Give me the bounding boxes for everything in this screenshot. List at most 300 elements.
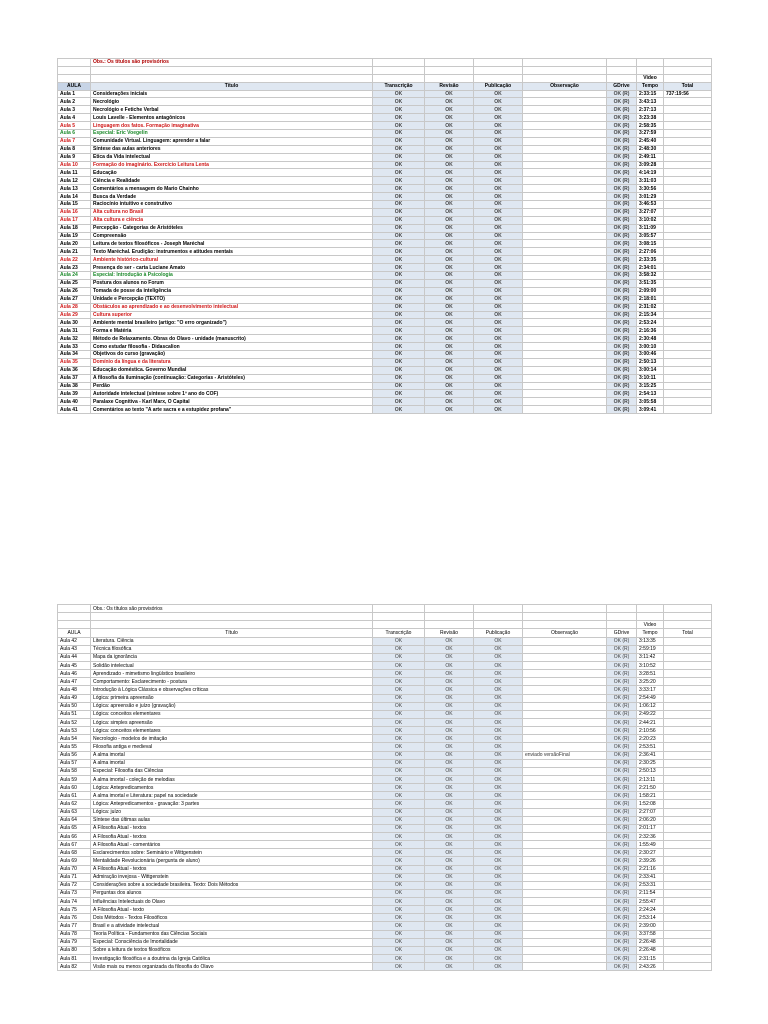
publicacao-status-cell: OK	[474, 106, 523, 114]
table-row	[58, 193, 712, 201]
revisao-status-cell: OK	[425, 865, 474, 873]
transcricao-status-cell: OK	[373, 201, 425, 209]
publicacao-status-cell: OK	[474, 327, 523, 335]
observacao-cell	[523, 327, 607, 335]
titulo-cell: Investigação filosófica e a doutrina da Igreja Católica	[91, 955, 373, 963]
aula-cell: Aula 66	[58, 832, 91, 840]
tempo-cell: 3:11:09	[637, 224, 664, 232]
total-cell	[664, 775, 712, 783]
transcricao-status-cell: OK	[373, 208, 425, 216]
gdrive-status-cell: OK (R)	[607, 382, 637, 390]
observacao-cell	[523, 881, 607, 889]
revisao-status-cell: OK	[425, 201, 474, 209]
observacao-cell	[523, 808, 607, 816]
titulo-cell: Lógica: apreensão e juízo (gravação)	[91, 702, 373, 710]
total-cell	[664, 889, 712, 897]
table-row	[58, 287, 712, 295]
provisional-titles-note: Obs.: Os títulos são provisórios	[91, 59, 373, 67]
tempo-cell: 3:51:35	[637, 279, 664, 287]
transcricao-status-cell: OK	[373, 106, 425, 114]
revisao-status-cell: OK	[425, 256, 474, 264]
tempo-cell: 2:53:24	[637, 319, 664, 327]
revisao-status-cell: OK	[425, 718, 474, 726]
aula-cell: Aula 12	[58, 177, 91, 185]
video-header-row	[58, 74, 712, 82]
aula-cell: Aula 23	[58, 264, 91, 272]
transcricao-status-cell: OK	[373, 922, 425, 930]
observacao-cell	[523, 914, 607, 922]
publicacao-status-cell: OK	[474, 946, 523, 954]
table-row	[58, 137, 712, 145]
observacao-cell	[523, 248, 607, 256]
table-row	[58, 303, 712, 311]
aula-cell: Aula 55	[58, 743, 91, 751]
video-group-header: Video	[637, 621, 664, 629]
observacao-cell	[523, 873, 607, 881]
publicacao-status-cell: OK	[474, 808, 523, 816]
transcricao-status-cell: OK	[373, 114, 425, 122]
total-cell	[664, 390, 712, 398]
total-cell	[664, 382, 712, 390]
tempo-cell: 3:15:25	[637, 382, 664, 390]
transcricao-status-cell: OK	[373, 653, 425, 661]
gdrive-status-cell: OK (R)	[607, 319, 637, 327]
tempo-cell: 2:48:30	[637, 145, 664, 153]
transcricao-status-cell: OK	[373, 303, 425, 311]
table-row	[58, 169, 712, 177]
publicacao-status-cell: OK	[474, 800, 523, 808]
table-row	[58, 727, 712, 735]
gdrive-status-cell: OK (R)	[607, 775, 637, 783]
transcricao-status-cell: OK	[373, 678, 425, 686]
revisao-status-cell: OK	[425, 232, 474, 240]
revisao-status-cell: OK	[425, 832, 474, 840]
transcricao-status-cell: OK	[373, 398, 425, 406]
transcricao-status-cell: OK	[373, 279, 425, 287]
transcricao-status-cell: OK	[373, 137, 425, 145]
observacao-cell	[523, 185, 607, 193]
observacao-cell	[523, 216, 607, 224]
total-cell	[664, 161, 712, 169]
publicacao-status-cell: OK	[474, 114, 523, 122]
total-cell	[664, 327, 712, 335]
col-header-titulo: Título	[91, 629, 373, 637]
gdrive-status-cell: OK (R)	[607, 398, 637, 406]
transcricao-status-cell: OK	[373, 645, 425, 653]
transcricao-status-cell: OK	[373, 898, 425, 906]
revisao-status-cell: OK	[425, 303, 474, 311]
gdrive-status-cell: OK (R)	[607, 303, 637, 311]
revisao-status-cell: OK	[425, 857, 474, 865]
tempo-cell: 2:34:01	[637, 264, 664, 272]
publicacao-status-cell: OK	[474, 216, 523, 224]
total-cell	[664, 279, 712, 287]
revisao-status-cell: OK	[425, 906, 474, 914]
tempo-cell: 3:11:42	[637, 653, 664, 661]
table-row	[58, 653, 712, 661]
observacao-cell	[523, 906, 607, 914]
transcricao-status-cell: OK	[373, 710, 425, 718]
titulo-cell: Introdução à Lógica Clássica e observações críticas	[91, 686, 373, 694]
publicacao-status-cell: OK	[474, 653, 523, 661]
table-row	[58, 914, 712, 922]
publicacao-status-cell: OK	[474, 193, 523, 201]
total-cell	[664, 295, 712, 303]
tempo-cell: 3:13:35	[637, 637, 664, 645]
observacao-cell	[523, 767, 607, 775]
transcricao-status-cell: OK	[373, 145, 425, 153]
gdrive-status-cell: OK (R)	[607, 90, 637, 98]
publicacao-status-cell: OK	[474, 130, 523, 138]
titulo-cell: Necrológio	[91, 98, 373, 106]
transcricao-status-cell: OK	[373, 98, 425, 106]
gdrive-status-cell: OK (R)	[607, 201, 637, 209]
table-row	[58, 98, 712, 106]
transcricao-status-cell: OK	[373, 816, 425, 824]
aula-cell: Aula 64	[58, 816, 91, 824]
table-row	[58, 382, 712, 390]
observacao-cell	[523, 718, 607, 726]
table-row	[58, 898, 712, 906]
gdrive-status-cell: OK (R)	[607, 751, 637, 759]
gdrive-status-cell: OK (R)	[607, 161, 637, 169]
revisao-status-cell: OK	[425, 735, 474, 743]
total-cell	[664, 873, 712, 881]
revisao-status-cell: OK	[425, 873, 474, 881]
tempo-cell: 1:58:21	[637, 792, 664, 800]
titulo-cell: Linguagem dos fatos. Formação imaginativa	[91, 122, 373, 130]
revisao-status-cell: OK	[425, 955, 474, 963]
tempo-cell: 2:37:13	[637, 106, 664, 114]
transcricao-status-cell: OK	[373, 686, 425, 694]
total-cell	[664, 216, 712, 224]
total-cell	[664, 145, 712, 153]
aula-cell: Aula 39	[58, 390, 91, 398]
gdrive-status-cell: OK (R)	[607, 366, 637, 374]
publicacao-status-cell: OK	[474, 366, 523, 374]
table-row	[58, 800, 712, 808]
observacao-cell	[523, 727, 607, 735]
transcricao-status-cell: OK	[373, 216, 425, 224]
publicacao-status-cell: OK	[474, 240, 523, 248]
table-row	[58, 295, 712, 303]
tempo-cell: 2:59:19	[637, 645, 664, 653]
table-row	[58, 343, 712, 351]
transcricao-status-cell: OK	[373, 122, 425, 130]
total-cell	[664, 898, 712, 906]
table-row	[58, 406, 712, 414]
titulo-cell: A Filosofia Atual - comentários	[91, 841, 373, 849]
table-row	[58, 670, 712, 678]
table-row	[58, 710, 712, 718]
titulo-cell: Ética da Vida intelectual	[91, 153, 373, 161]
observacao-cell	[523, 208, 607, 216]
aula-cell: Aula 14	[58, 193, 91, 201]
titulo-cell: Lógica: primeira apreensão	[91, 694, 373, 702]
table-row	[58, 264, 712, 272]
table-row	[58, 161, 712, 169]
tempo-cell: 2:20:23	[637, 735, 664, 743]
aula-cell: Aula 77	[58, 922, 91, 930]
col-header-titulo: Título	[91, 82, 373, 90]
publicacao-status-cell: OK	[474, 224, 523, 232]
gdrive-status-cell: OK (R)	[607, 865, 637, 873]
total-cell	[664, 256, 712, 264]
gdrive-status-cell: OK (R)	[607, 930, 637, 938]
gdrive-status-cell: OK (R)	[607, 946, 637, 954]
titulo-cell: Síntese das aulas anteriores	[91, 145, 373, 153]
total-cell	[664, 114, 712, 122]
tempo-cell: 2:27:06	[637, 248, 664, 256]
tempo-cell: 3:00:10	[637, 343, 664, 351]
titulo-cell: Perguntas dos alunos	[91, 889, 373, 897]
tempo-cell: 2:18:01	[637, 295, 664, 303]
col-header-tempo: Tempo	[637, 629, 664, 637]
tempo-cell: 3:37:58	[637, 930, 664, 938]
aula-cell: Aula 49	[58, 694, 91, 702]
titulo-cell: A Filosofia Atual - textos	[91, 824, 373, 832]
observacao-cell	[523, 922, 607, 930]
publicacao-status-cell: OK	[474, 279, 523, 287]
revisao-status-cell: OK	[425, 366, 474, 374]
revisao-status-cell: OK	[425, 775, 474, 783]
transcricao-status-cell: OK	[373, 224, 425, 232]
aula-cell: Aula 20	[58, 240, 91, 248]
titulo-cell: A alma imortal e Literatura: papel na sociedade	[91, 792, 373, 800]
revisao-status-cell: OK	[425, 881, 474, 889]
transcricao-status-cell: OK	[373, 914, 425, 922]
tempo-cell: 2:58:35	[637, 122, 664, 130]
titulo-cell: A filosofia da iluminação (continuação: Categorias - Aristóteles)	[91, 374, 373, 382]
titulo-cell: Lógica: Antepredicamentos	[91, 784, 373, 792]
total-cell	[664, 751, 712, 759]
observacao-cell	[523, 90, 607, 98]
gdrive-status-cell: OK (R)	[607, 169, 637, 177]
tempo-cell: 3:43:13	[637, 98, 664, 106]
observacao-cell	[523, 350, 607, 358]
transcricao-status-cell: OK	[373, 248, 425, 256]
titulo-cell: Admiração invejosa - Wittgenstein	[91, 873, 373, 881]
titulo-cell: Brasil e a atividade intelectual	[91, 922, 373, 930]
gdrive-status-cell: OK (R)	[607, 743, 637, 751]
observacao-cell	[523, 841, 607, 849]
aula-cell: Aula 68	[58, 849, 91, 857]
titulo-cell: Visão mais ou menos organizada da filosofia do Olavo	[91, 963, 373, 971]
transcricao-status-cell: OK	[373, 287, 425, 295]
publicacao-status-cell: OK	[474, 406, 523, 414]
revisao-status-cell: OK	[425, 311, 474, 319]
revisao-status-cell: OK	[425, 678, 474, 686]
aula-cell: Aula 52	[58, 718, 91, 726]
transcricao-status-cell: OK	[373, 946, 425, 954]
table-row	[58, 808, 712, 816]
transcricao-status-cell: OK	[373, 930, 425, 938]
observacao-cell	[523, 366, 607, 374]
gdrive-status-cell: OK (R)	[607, 122, 637, 130]
total-cell	[664, 122, 712, 130]
titulo-cell: Dois Métodos - Textos Filosóficos	[91, 914, 373, 922]
transcricao-status-cell: OK	[373, 702, 425, 710]
table-row	[58, 963, 712, 971]
aula-cell: Aula 21	[58, 248, 91, 256]
revisao-status-cell: OK	[425, 145, 474, 153]
revisao-status-cell: OK	[425, 177, 474, 185]
transcricao-status-cell: OK	[373, 694, 425, 702]
publicacao-status-cell: OK	[474, 938, 523, 946]
aula-cell: Aula 65	[58, 824, 91, 832]
tempo-cell: 2:15:34	[637, 311, 664, 319]
total-cell	[664, 287, 712, 295]
revisao-status-cell: OK	[425, 319, 474, 327]
observacao-cell	[523, 694, 607, 702]
total-cell	[664, 938, 712, 946]
total-cell	[664, 824, 712, 832]
publicacao-status-cell: OK	[474, 792, 523, 800]
tempo-cell: 2:43:26	[637, 963, 664, 971]
titulo-cell: Mapa da ignorância	[91, 653, 373, 661]
revisao-status-cell: OK	[425, 946, 474, 954]
observacao-cell	[523, 279, 607, 287]
publicacao-status-cell: OK	[474, 201, 523, 209]
transcricao-status-cell: OK	[373, 366, 425, 374]
aula-cell: Aula 16	[58, 208, 91, 216]
revisao-status-cell: OK	[425, 824, 474, 832]
revisao-status-cell: OK	[425, 637, 474, 645]
aula-cell: Aula 36	[58, 366, 91, 374]
observacao-cell	[523, 849, 607, 857]
tempo-cell: 3:31:03	[637, 177, 664, 185]
tempo-cell: 2:09:00	[637, 287, 664, 295]
observacao-cell	[523, 832, 607, 840]
titulo-cell: Alta cultura e ciência	[91, 216, 373, 224]
tempo-cell: 2:06:20	[637, 816, 664, 824]
publicacao-status-cell: OK	[474, 248, 523, 256]
titulo-cell: Literatura. Ciência	[91, 637, 373, 645]
observacao-cell	[523, 800, 607, 808]
total-cell	[664, 272, 712, 280]
publicacao-status-cell: OK	[474, 751, 523, 759]
col-header-total: Total	[664, 629, 712, 637]
tempo-cell: 3:08:15	[637, 240, 664, 248]
revisao-status-cell: OK	[425, 710, 474, 718]
transcricao-status-cell: OK	[373, 343, 425, 351]
total-cell	[664, 857, 712, 865]
tempo-cell: 2:32:36	[637, 832, 664, 840]
aula-cell: Aula 5	[58, 122, 91, 130]
gdrive-status-cell: OK (R)	[607, 248, 637, 256]
titulo-cell: Objetivos do curso (gravação)	[91, 350, 373, 358]
observacao-cell	[523, 406, 607, 414]
observacao-cell	[523, 759, 607, 767]
table-row	[58, 767, 712, 775]
table-row	[58, 279, 712, 287]
titulo-cell: Solidão intelectual	[91, 661, 373, 669]
tempo-cell: 2:49:22	[637, 710, 664, 718]
gdrive-status-cell: OK (R)	[607, 185, 637, 193]
observacao-cell	[523, 161, 607, 169]
titulo-cell: Ambiente mental brasileiro (artigo: "O erro organizado")	[91, 319, 373, 327]
titulo-cell: Lógica: simples apreensão	[91, 718, 373, 726]
tempo-cell: 2:21:16	[637, 865, 664, 873]
tempo-cell: 2:54:49	[637, 694, 664, 702]
observacao-cell	[523, 784, 607, 792]
transcricao-status-cell: OK	[373, 873, 425, 881]
observacao-cell	[523, 374, 607, 382]
revisao-status-cell: OK	[425, 727, 474, 735]
aula-cell: Aula 6	[58, 130, 91, 138]
total-cell	[664, 185, 712, 193]
transcricao-status-cell: OK	[373, 311, 425, 319]
aula-cell: Aula 24	[58, 272, 91, 280]
total-cell	[664, 248, 712, 256]
titulo-cell: Obstáculos ao aprendizado e ao desenvolvimento intelectual	[91, 303, 373, 311]
table-row	[58, 232, 712, 240]
transcricao-status-cell: OK	[373, 240, 425, 248]
table-row	[58, 224, 712, 232]
gdrive-status-cell: OK (R)	[607, 98, 637, 106]
tempo-cell: 3:28:51	[637, 670, 664, 678]
gdrive-status-cell: OK (R)	[607, 816, 637, 824]
revisao-status-cell: OK	[425, 106, 474, 114]
total-cell	[664, 240, 712, 248]
table-row	[58, 930, 712, 938]
revisao-status-cell: OK	[425, 216, 474, 224]
table-row	[58, 938, 712, 946]
publicacao-status-cell: OK	[474, 208, 523, 216]
publicacao-status-cell: OK	[474, 145, 523, 153]
publicacao-status-cell: OK	[474, 881, 523, 889]
table-row	[58, 90, 712, 98]
total-cell	[664, 718, 712, 726]
tempo-cell: 2:31:15	[637, 955, 664, 963]
table-row	[58, 955, 712, 963]
transcricao-status-cell: OK	[373, 841, 425, 849]
observacao-cell	[523, 670, 607, 678]
table-row	[58, 865, 712, 873]
observacao-cell	[523, 153, 607, 161]
table-row	[58, 327, 712, 335]
tempo-cell: 3:05:58	[637, 398, 664, 406]
publicacao-status-cell: OK	[474, 98, 523, 106]
publicacao-status-cell: OK	[474, 832, 523, 840]
observacao-cell	[523, 938, 607, 946]
column-header-row	[58, 82, 712, 90]
table-row	[58, 735, 712, 743]
gdrive-status-cell: OK (R)	[607, 906, 637, 914]
aula-cell: Aula 7	[58, 137, 91, 145]
table-row	[58, 824, 712, 832]
tempo-cell: 2:27:07	[637, 808, 664, 816]
titulo-cell: Domínio da língua e da literatura	[91, 358, 373, 366]
publicacao-status-cell: OK	[474, 287, 523, 295]
publicacao-status-cell: OK	[474, 398, 523, 406]
transcricao-status-cell: OK	[373, 670, 425, 678]
gdrive-status-cell: OK (R)	[607, 661, 637, 669]
observacao-cell	[523, 358, 607, 366]
observacao-cell	[523, 946, 607, 954]
titulo-cell: Formação do imaginário. Exercício Leitura Lenta	[91, 161, 373, 169]
publicacao-status-cell: OK	[474, 963, 523, 971]
gdrive-status-cell: OK (R)	[607, 311, 637, 319]
revisao-status-cell: OK	[425, 792, 474, 800]
aula-cell: Aula 3	[58, 106, 91, 114]
table-row	[58, 272, 712, 280]
publicacao-status-cell: OK	[474, 710, 523, 718]
total-cell	[664, 743, 712, 751]
transcricao-status-cell: OK	[373, 906, 425, 914]
tempo-cell: 2:53:51	[637, 743, 664, 751]
gdrive-status-cell: OK (R)	[607, 343, 637, 351]
